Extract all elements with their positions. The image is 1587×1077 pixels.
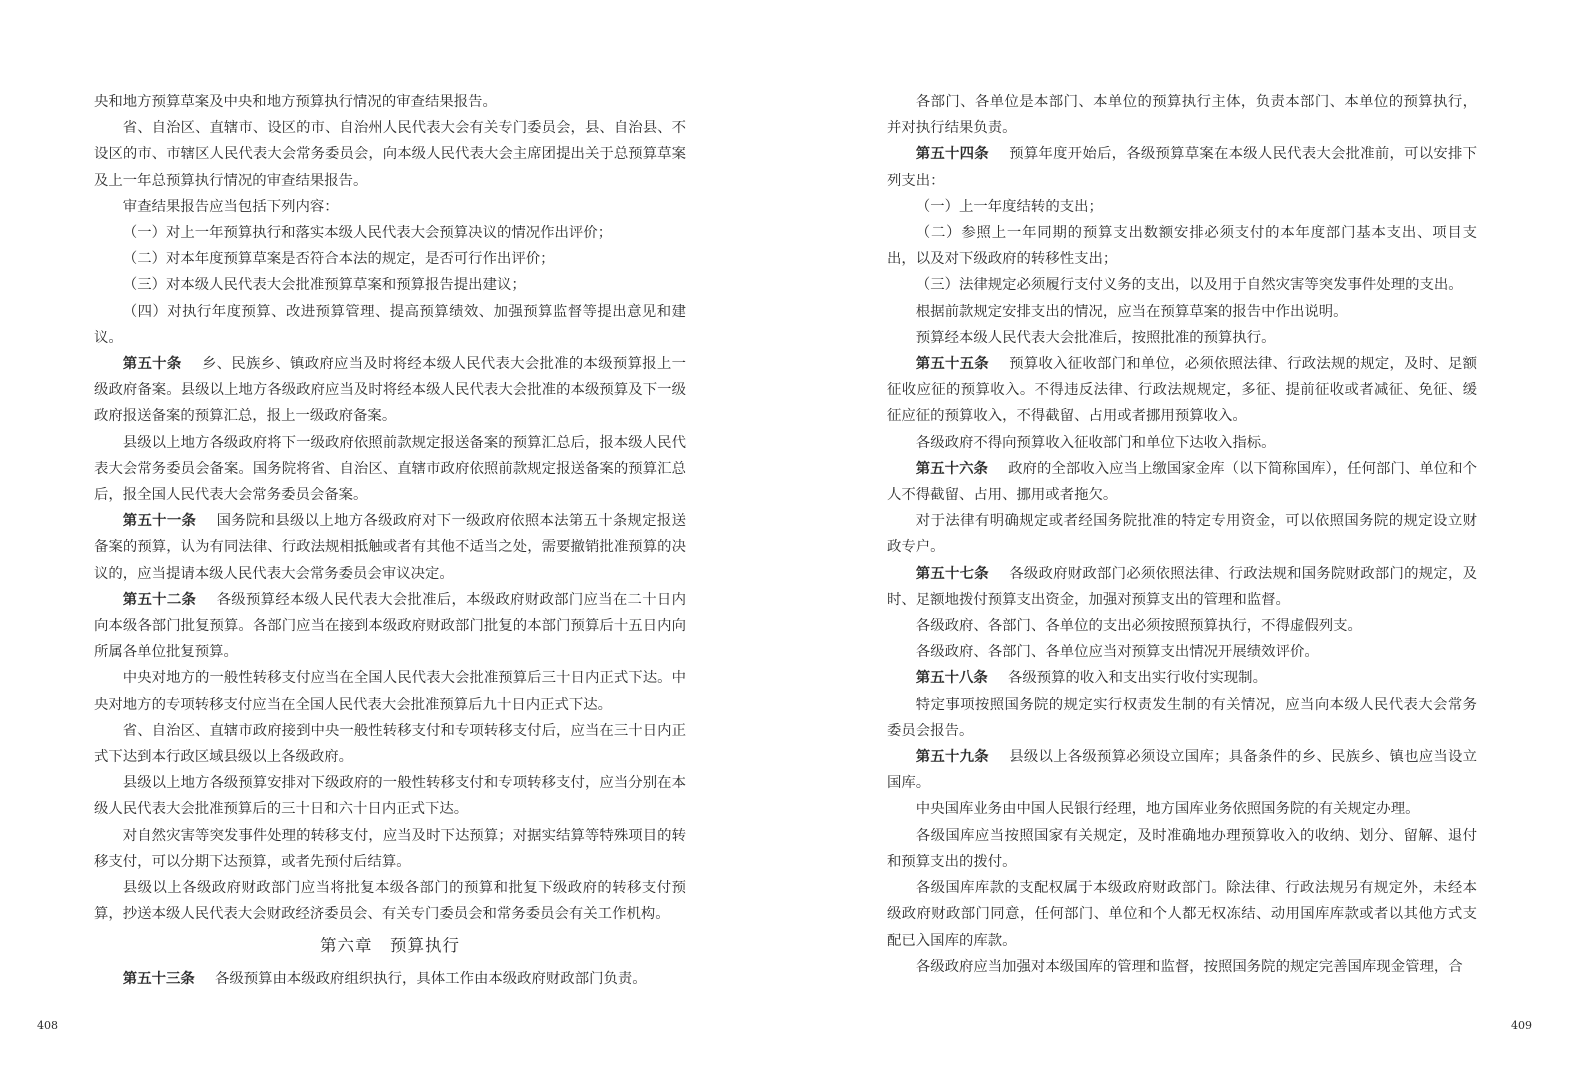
article-number: 第五十四条 <box>915 145 989 163</box>
paragraph-text: 国务院和县级以上地方各级政府对下一级政府依照本法第五十条规定报送备案的预算，认为有同法律、行政法规相抵触或者有其他不适当之处，需要撤销批准预算的决议的，应当提请本级人民代表大会常务委员会审议决定。 <box>94 513 686 582</box>
chapter-heading: 第六章 预算执行 <box>320 935 460 955</box>
paragraph-text: 预算经本级人民代表大会批准后，按照批准的预算执行。 <box>915 329 1276 346</box>
left-page-text <box>94 89 686 992</box>
paragraph <box>94 246 686 272</box>
paragraph <box>887 613 1477 639</box>
paragraph-text: 省、自治区、直辖市、设区的市、自治州人民代表大会有关专门委员会，县、自治县、不设区的市、市辖区人民代表大会常务委员会，向本级人民代表大会主席团提出关于总预算草案及上一年总预算执行情况的审查结果报告。 <box>94 120 686 189</box>
paragraph <box>94 272 686 298</box>
paragraph-text: 各级预算经本级人民代表大会批准后，本级政府财政部门应当在二十日内向本级各部门批复预算。各部门应当在接到本级政府财政部门批复的本部门预算后十五日内向所属各单位批复预算。 <box>94 591 686 661</box>
article-paragraph <box>887 665 1477 691</box>
paragraph-text: （二）参照上一年同期的预算支出数额安排必须支付的本年度部门基本支出、项目支出，以及对下级政府的转移性支出； <box>887 225 1477 268</box>
paragraph-text: 各级政府应当加强对本级国库的管理和监督，按照国务院的规定完善国库现金管理，合 <box>915 958 1463 975</box>
paragraph-text: 根据前款规定安排支出的情况，应当在预算草案的报告中作出说明。 <box>915 303 1348 320</box>
paragraph-text: 各部门、各单位是本部门、本单位的预算执行主体，负责本部门、本单位的预算执行，并对执行结果负责。 <box>887 94 1477 137</box>
paragraph <box>887 508 1477 560</box>
paragraph-text: 预算年度开始后，各级预算草案在本级人民代表大会批准前，可以安排下列支出： <box>887 146 1477 189</box>
paragraph <box>94 299 686 351</box>
paragraph-text: 乡、民族乡、镇政府应当及时将经本级人民代表大会批准的本级预算报上一级政府备案。县级以上地方各级政府应当及时将经本级人民代表大会批准的本级预算及下一级政府报送备案的预算汇总，报上一级政府备案。 <box>94 356 686 425</box>
paragraph-text: 各级政府不得向预算收入征收部门和单位下达收入指标。 <box>915 434 1276 451</box>
paragraph <box>94 718 686 770</box>
paragraph-text: 中央国库业务由中国人民银行经理，地方国库业务依照国务院的有关规定办理。 <box>915 801 1420 818</box>
paragraph <box>887 954 1477 980</box>
paragraph <box>887 639 1477 665</box>
article-number: 第五十二条 <box>122 590 197 608</box>
paragraph <box>887 796 1477 822</box>
paragraph <box>887 299 1477 325</box>
paragraph-text: 各级预算的收入和支出实行收付实现制。 <box>1007 670 1267 687</box>
paragraph <box>94 194 686 220</box>
paragraph <box>94 430 686 509</box>
paragraph-text: 审查结果报告应当包括下列内容： <box>122 198 339 215</box>
article-number: 第五十七条 <box>915 564 989 582</box>
paragraph-text: 特定事项按照国务院的规定实行权责发生制的有关情况，应当向本级人民代表大会常务委员会报告。 <box>887 696 1477 739</box>
article-number: 第五十五条 <box>915 355 989 373</box>
paragraph-text: 预算收入征收部门和单位，必须依照法律、行政法规的规定，及时、足额征收应征的预算收入。不得违反法律、行政法规规定，多征、提前征收或者减征、免征、缓征应征的预算收入，不得截留、占用或者挪用预算收入。 <box>887 356 1477 425</box>
paragraph <box>887 220 1477 272</box>
article-number: 第五十九条 <box>915 748 989 766</box>
paragraph <box>887 875 1477 954</box>
article-paragraph <box>94 351 686 430</box>
paragraph <box>94 875 686 927</box>
paragraph-text: 各级政府、各部门、各单位的支出必须按照预算执行，不得虚假列支。 <box>915 618 1362 635</box>
paragraph-text: （四）对执行年度预算、改进预算管理、提高预算绩效、加强预算监督等提出意见和建议。 <box>94 303 686 346</box>
article-number: 第五十条 <box>122 355 182 373</box>
paragraph-text: 各级政府、各部门、各单位应当对预算支出情况开展绩效评价。 <box>915 644 1319 661</box>
paragraph-text: 省、自治区、直辖市政府接到中央一般性转移支付和专项转移支付后，应当在三十日内正式下达到本行政区域县级以上各级政府。 <box>94 722 686 766</box>
paragraph <box>94 89 686 115</box>
paragraph-text: 央和地方预算草案及中央和地方预算执行情况的审查结果报告。 <box>94 94 497 110</box>
left-page <box>0 0 793 1077</box>
paragraph <box>887 325 1477 351</box>
paragraph <box>887 272 1477 298</box>
article-paragraph <box>887 561 1477 613</box>
article-paragraph <box>94 587 686 666</box>
right-page <box>793 0 1587 1077</box>
article-paragraph <box>887 744 1477 796</box>
paragraph-text: 中央对地方的一般性转移支付应当在全国人民代表大会批准预算后三十日内正式下达。中央对地方的专项转移支付应当在全国人民代表大会批准预算后九十日内正式下达。 <box>94 670 686 713</box>
paragraph-text: 各级国库应当按照国家有关规定，及时准确地办理预算收入的收纳、划分、留解、退付和预算支出的拨付。 <box>887 827 1477 870</box>
paragraph-text: （一）上一年度结转的支出； <box>915 198 1103 215</box>
paragraph-text: 对于法律有明确规定或者经国务院批准的特定专用资金，可以依照国务院的规定设立财政专户。 <box>887 513 1477 556</box>
paragraph <box>887 194 1477 220</box>
right-page-number: 409 <box>1511 1019 1532 1032</box>
paragraph-text: 县级以上各级政府财政部门应当将批复本级各部门的预算和批复下级政府的转移支付预算，抄送本级人民代表大会财政经济委员会、有关专门委员会和常务委员会有关工作机构。 <box>94 880 686 923</box>
paragraph <box>887 692 1477 744</box>
paragraph-text: 各级预算由本级政府组织执行，具体工作由本级政府财政部门负责。 <box>214 970 647 987</box>
paragraph-text: （三）法律规定必须履行支付义务的支出，以及用于自然灾害等突发事件处理的支出。 <box>915 277 1463 294</box>
article-paragraph <box>887 456 1477 508</box>
paragraph-text: 各级政府财政部门必须依照法律、行政法规和国务院财政部门的规定，及时、足额地拨付预算支出资金，加强对预算支出的管理和监督。 <box>887 565 1477 608</box>
paragraph-text: 县级以上各级预算必须设立国库；具备条件的乡、民族乡、镇也应当设立国库。 <box>887 749 1477 792</box>
article-paragraph <box>94 508 686 587</box>
paragraph-text: 对自然灾害等突发事件处理的转移支付，应当及时下达预算；对据实结算等特殊项目的转移支付，可以分期下达预算，或者先预付后结算。 <box>94 827 686 870</box>
paragraph-text: 县级以上地方各级预算安排对下级政府的一般性转移支付和专项转移支付，应当分别在本级人民代表大会批准预算后的三十日和六十日内正式下达。 <box>94 775 686 818</box>
left-page-number: 408 <box>37 1019 58 1032</box>
paragraph-text: （一）对上一年预算执行和落实本级人民代表大会预算决议的情况作出评价； <box>122 225 613 242</box>
paragraph-text: （三）对本级人民代表大会批准预算草案和预算报告提出建议； <box>122 277 526 294</box>
paragraph <box>887 430 1477 456</box>
article-number: 第五十六条 <box>915 459 988 477</box>
article-paragraph <box>887 351 1477 430</box>
article-number: 第五十八条 <box>915 669 988 687</box>
article-paragraph <box>887 141 1477 193</box>
paragraph <box>94 665 686 717</box>
paragraph <box>94 823 686 875</box>
paragraph-text: （二）对本年度预算草案是否符合本法的规定，是否可行作出评价； <box>122 251 555 268</box>
paragraph <box>94 115 686 194</box>
paragraph <box>94 220 686 246</box>
paragraph-text: 县级以上地方各级政府将下一级政府依照前款规定报送备案的预算汇总后，报本级人民代表大会常务委员会备案。国务院将省、自治区、直辖市政府依照前款规定报送备案的预算汇总后，报全国人民代表大会常务委员会备案。 <box>94 434 686 504</box>
paragraph <box>887 89 1477 141</box>
right-page-text <box>887 89 1477 980</box>
paragraph <box>94 770 686 822</box>
article-number: 第五十一条 <box>122 512 197 530</box>
article-paragraph <box>94 966 686 992</box>
paragraph-text: 政府的全部收入应当上缴国家金库（以下简称国库），任何部门、单位和个人不得截留、占用、挪用或者拖欠。 <box>887 460 1477 504</box>
article-number: 第五十三条 <box>122 969 195 987</box>
paragraph <box>887 823 1477 875</box>
paragraph-text: 各级国库库款的支配权属于本级政府财政部门。除法律、行政法规另有规定外，未经本级政府财政部门同意，任何部门、单位和个人都无权冻结、动用国库库款或者以其他方式支配已入国库的库款。 <box>887 880 1477 949</box>
